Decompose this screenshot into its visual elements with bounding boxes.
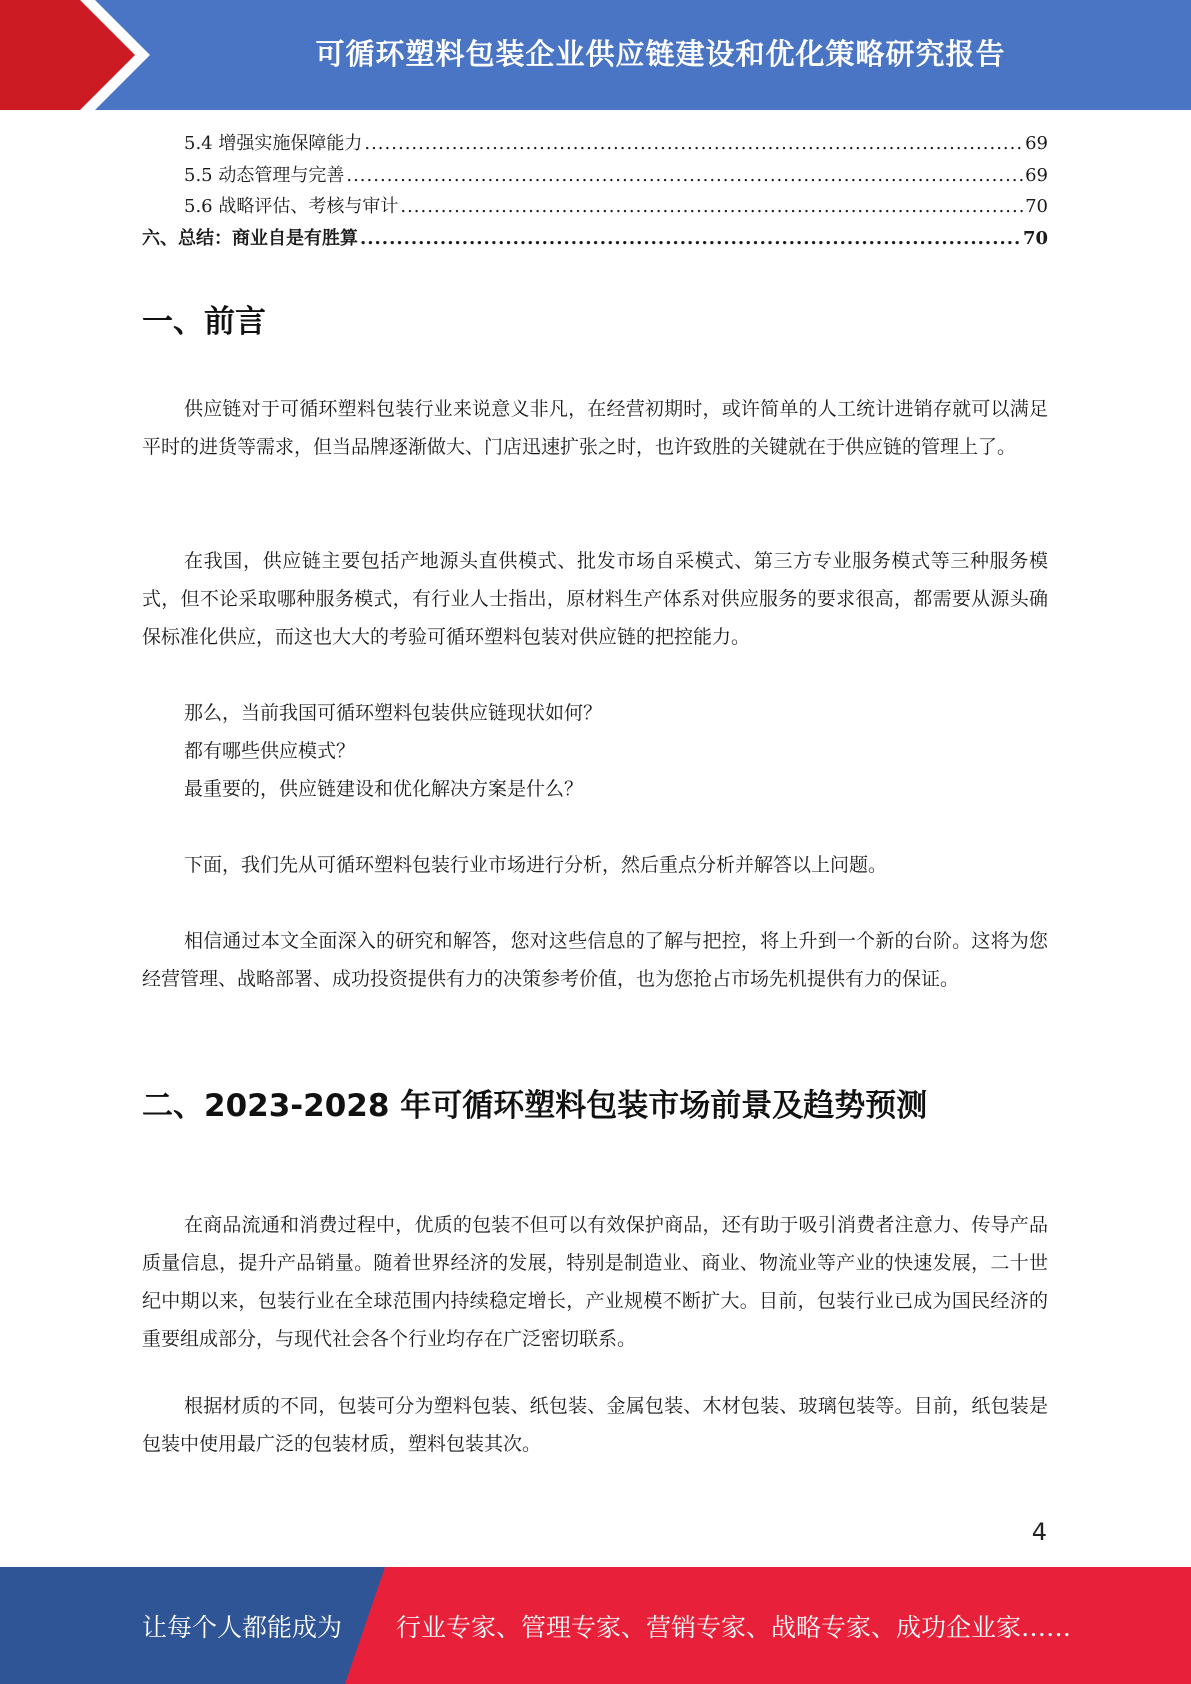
- page-header: [0, 0, 1191, 110]
- toc-entry-page: 70: [1022, 227, 1048, 249]
- report-title: 可循环塑料包装企业供应链建设和优化策略研究报告: [315, 36, 1006, 71]
- section-heading-preface: 一、前言: [142, 304, 266, 340]
- toc-entry-label: 5.5 动态管理与完善: [184, 164, 345, 186]
- toc-entry-page: 70: [1025, 196, 1048, 217]
- paragraph: 在我国，供应链主要包括产地源头直供模式、批发市场自采模式、第三方专业服务模式等三种服务模式，但不论采取哪种服务模式，有行业人士指出，原材料生产体系对供应服务的要求很高，都需要从源头确保标准化供应，而这也大大的考验可循环塑料包装对供应链的把控能力。: [142, 550, 1048, 648]
- toc-entry-page: 69: [1025, 164, 1048, 186]
- toc-entry[interactable]: [142, 223, 1048, 255]
- footer-slogan-left: 让每个人都能成为: [142, 1612, 343, 1642]
- question-line: 都有哪些供应模式？: [184, 740, 356, 762]
- page-footer: [0, 1567, 1191, 1684]
- paragraph: 供应链对于可循环塑料包装行业来说意义非凡，在经营初期时，或许简单的人工统计进销存就可以满足平时的进货等需求，但当品牌逐渐做大、门店迅速扩张之时，也许致胜的关键就在于供应链的管理上了。: [142, 398, 1048, 458]
- paragraph: 下面，我们先从可循环塑料包装行业市场进行分析，然后重点分析并解答以上问题。: [184, 854, 888, 876]
- toc-entry[interactable]: [142, 191, 1048, 223]
- toc-entry-label: 六、总结：商业自是有胜算: [142, 227, 358, 249]
- paragraph: 根据材质的不同，包装可分为塑料包装、纸包装、金属包装、木材包装、玻璃包装等。目前，纸包装是包装中使用最广泛的包装材质，塑料包装其次。: [142, 1395, 1048, 1455]
- question-line: 那么，当前我国可循环塑料包装供应链现状如何？: [184, 702, 603, 724]
- toc-leader-dots: [346, 160, 1023, 192]
- toc-entry[interactable]: [142, 160, 1048, 192]
- section-heading-market-outlook: 二、2023-2028 年可循环塑料包装市场前景及趋势预测: [142, 1088, 928, 1124]
- question-line: 最重要的，供应链建设和优化解决方案是什么？: [184, 778, 584, 800]
- toc-leader-dots: [400, 191, 1023, 223]
- toc-entry-label: 5.6 战略评估、考核与审计: [184, 196, 399, 217]
- toc-entry-page: 69: [1025, 133, 1048, 154]
- toc-leader-dots: [364, 128, 1023, 160]
- page-number: 4: [1031, 1518, 1047, 1546]
- paragraph: 在商品流通和消费过程中，优质的包装不但可以有效保护商品，还有助于吸引消费者注意力、传导产品质量信息，提升产品销量。随着世界经济的发展，特别是制造业、商业、物流业等产业的快速发展，二十世纪中期以来，包装行业在全球范围内持续稳定增长，产业规模不断扩大。目前，包装行业已成为国民经济的重要组成部分，与现代社会各个行业均存在广泛密切联系。: [142, 1214, 1048, 1350]
- toc-entry[interactable]: [142, 128, 1048, 160]
- toc-leader-dots: [360, 223, 1021, 255]
- table-of-contents: [142, 128, 1048, 254]
- footer-slogan-right: 行业专家、管理专家、营销专家、战略专家、成功企业家……: [396, 1612, 1072, 1642]
- toc-entry-label: 5.4 增强实施保障能力: [184, 133, 363, 154]
- paragraph: 相信通过本文全面深入的研究和解答，您对这些信息的了解与把控，将上升到一个新的台阶。这将为您经营管理、战略部署、成功投资提供有力的决策参考价值，也为您抢占市场先机提供有力的保证。: [142, 930, 1048, 990]
